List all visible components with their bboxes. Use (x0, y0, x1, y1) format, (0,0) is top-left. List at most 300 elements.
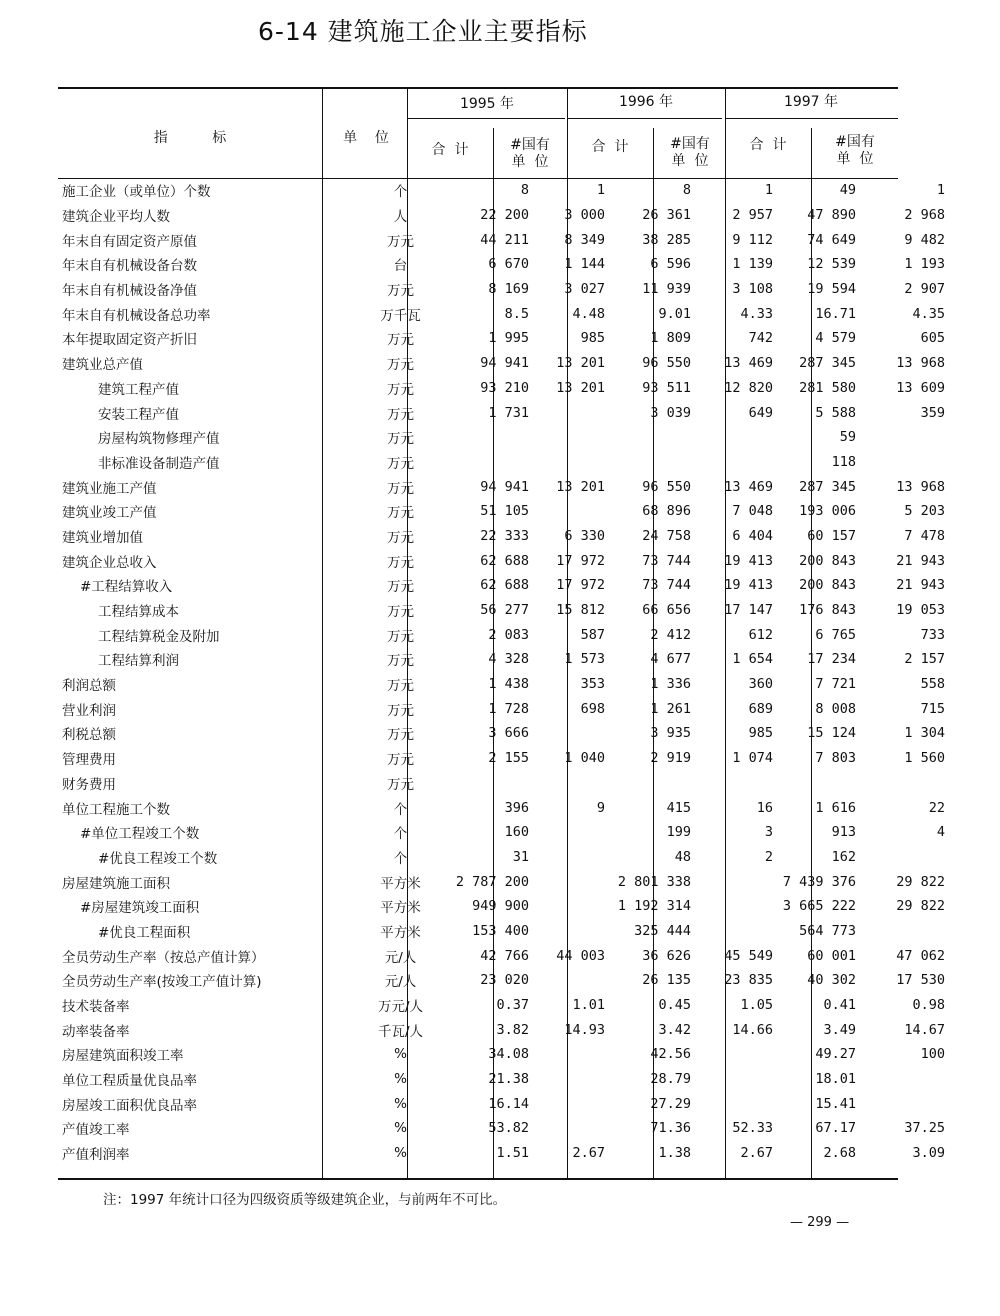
value-cell (697, 450, 779, 475)
value-cell: 3.42 (658, 1021, 691, 1038)
value-cell: 733 (920, 626, 945, 643)
value-cell: 3 666 (488, 725, 529, 742)
footnote: 注：1997 年统计口径为四级资质等级建筑企业，与前两年不可比。 (103, 1192, 507, 1208)
row-unit: 万元 (387, 332, 414, 349)
value-cell: 16.71 (815, 305, 856, 322)
table-row (62, 227, 951, 252)
value-cell: 649 (748, 404, 773, 421)
value-cell: 48 (674, 848, 691, 865)
value-cell: 21.38 (488, 1071, 529, 1088)
row-label: 产值利润率 (62, 1147, 130, 1164)
indicators-table (62, 178, 951, 1166)
value-cell: 1 193 (904, 256, 945, 273)
value-cell: 396 (504, 799, 529, 816)
value-cell: 949 900 (472, 898, 529, 915)
table-row (62, 400, 951, 425)
value-cell: 742 (748, 330, 773, 347)
table-row (62, 820, 951, 845)
value-cell (535, 869, 611, 894)
row-label: 建筑业增加值 (62, 529, 143, 546)
value-cell: 3 108 (732, 281, 773, 298)
value-cell: 3.49 (823, 1021, 856, 1038)
row-label: 建筑企业平均人数 (62, 209, 170, 226)
value-cell: 1 995 (488, 330, 529, 347)
value-cell: 1 144 (564, 256, 605, 273)
value-cell: 1 040 (564, 750, 605, 767)
value-cell: 59 (839, 429, 856, 446)
row-label: 安装工程产值 (98, 406, 179, 423)
value-cell: 36 626 (642, 947, 691, 964)
row-unit: % (394, 1120, 407, 1137)
header-year-1997: 1997 年 (783, 94, 839, 110)
value-cell: 22 (928, 799, 945, 816)
value-cell: 4 (936, 824, 945, 841)
value-cell: 47 062 (896, 947, 945, 964)
value-cell: 73 744 (642, 552, 691, 569)
value-cell (535, 1116, 611, 1141)
value-cell: 9 (596, 799, 605, 816)
value-cell: 2 957 (732, 207, 773, 224)
row-label: 建筑工程产值 (98, 381, 179, 398)
value-cell: 4.33 (740, 305, 773, 322)
value-cell (535, 919, 611, 944)
row-label: 房屋建筑施工面积 (62, 875, 170, 892)
value-cell (535, 845, 611, 870)
value-cell: 73 744 (642, 577, 691, 594)
row-unit: 个 (393, 801, 408, 818)
value-cell: 6 596 (650, 256, 691, 273)
row-label: 产值竣工率 (62, 1122, 130, 1139)
table-row (62, 573, 951, 598)
value-cell: 7 803 (815, 750, 856, 767)
value-cell: 8 169 (488, 281, 529, 298)
value-cell: 13 469 (724, 355, 773, 372)
row-label: 财务费用 (62, 776, 116, 793)
table-row (62, 1141, 951, 1166)
value-cell: 1 728 (488, 700, 529, 717)
value-cell: 2 083 (488, 626, 529, 643)
header-year-1995: 1995 年 (459, 96, 515, 112)
row-unit: 万元 (387, 283, 414, 300)
value-cell: 200 843 (799, 552, 856, 569)
value-cell: 34.08 (488, 1046, 529, 1063)
value-cell: 22 200 (480, 207, 529, 224)
row-label: 单位工程质量优良品率 (62, 1073, 197, 1090)
row-label: 年末自有固定资产原值 (62, 233, 197, 250)
value-cell: 14.66 (732, 1021, 773, 1038)
value-cell (443, 450, 535, 475)
value-cell (697, 894, 779, 919)
value-cell (697, 869, 779, 894)
row-label: 全员劳动生产率(按竣工产值计算) (62, 974, 262, 991)
row-unit: 万千瓦 (380, 307, 421, 324)
row-unit: 万元 (387, 702, 414, 719)
value-cell: 60 001 (807, 947, 856, 964)
row-unit: 万元 (387, 480, 414, 497)
row-label: 房屋建筑面积竣工率 (62, 1048, 184, 1065)
value-cell: 1 809 (650, 330, 691, 347)
row-unit: 万元/人 (377, 999, 424, 1016)
top-rule (58, 87, 898, 89)
value-cell: 2 968 (904, 207, 945, 224)
value-cell: 52.33 (732, 1120, 773, 1137)
value-cell: 8 349 (564, 231, 605, 248)
value-cell (535, 820, 611, 845)
header-state-1997-l1: #国有 (835, 134, 875, 150)
value-cell: 3.82 (496, 1021, 529, 1038)
value-cell: 7 439 376 (782, 873, 856, 890)
value-cell: 22 333 (480, 527, 529, 544)
value-cell: 12 539 (807, 256, 856, 273)
table-row (62, 845, 951, 870)
table-row (62, 178, 951, 203)
value-cell (697, 1067, 779, 1092)
value-cell: 1 731 (488, 404, 529, 421)
value-cell: 153 400 (472, 922, 529, 939)
value-cell: 66 656 (642, 602, 691, 619)
table-body (62, 178, 951, 1166)
value-cell: 558 (920, 676, 945, 693)
value-cell: 689 (748, 700, 773, 717)
value-cell: 16.14 (488, 1095, 529, 1112)
value-cell: 612 (748, 626, 773, 643)
header-total-1995: 合 计 (431, 142, 469, 158)
table-row (62, 919, 951, 944)
value-cell: 13 201 (556, 379, 605, 396)
value-cell: 1 192 314 (617, 898, 691, 915)
value-cell: 2.67 (740, 1145, 773, 1162)
value-cell: 8 (520, 182, 529, 199)
value-cell: 3 (764, 824, 773, 841)
value-cell: 1 438 (488, 676, 529, 693)
value-cell: 162 (831, 848, 856, 865)
value-cell: 3 000 (564, 207, 605, 224)
row-unit: 元/人 (384, 974, 417, 991)
page-number: — 299 — (790, 1215, 850, 1230)
value-cell: 1 336 (650, 676, 691, 693)
value-cell: 21 943 (896, 577, 945, 594)
row-unit: 平方米 (380, 924, 421, 941)
value-cell: 56 277 (480, 602, 529, 619)
value-cell: 19 413 (724, 577, 773, 594)
value-cell: 23 020 (480, 972, 529, 989)
value-cell: 62 688 (480, 577, 529, 594)
value-cell: 5 203 (904, 503, 945, 520)
value-cell: 3 665 222 (782, 898, 856, 915)
value-cell: 44 003 (556, 947, 605, 964)
table-row (62, 277, 951, 302)
row-unit: 万元 (387, 579, 414, 596)
value-cell: 15.41 (815, 1095, 856, 1112)
row-unit: 万元 (387, 381, 414, 398)
row-label: 施工企业（或单位）个数 (62, 184, 211, 201)
table-row (62, 326, 951, 351)
table-row (62, 869, 951, 894)
table-row (62, 647, 951, 672)
value-cell: 15 812 (556, 602, 605, 619)
value-cell (697, 771, 779, 796)
value-cell: 3.09 (912, 1145, 945, 1162)
row-label: 单位工程施工个数 (62, 801, 170, 818)
value-cell: 2 (764, 848, 773, 865)
value-cell: 7 478 (904, 527, 945, 544)
value-cell: 42 766 (480, 947, 529, 964)
value-cell: 17 234 (807, 651, 856, 668)
value-cell (862, 450, 951, 475)
value-cell: 11 939 (642, 281, 691, 298)
value-cell: 0.41 (823, 997, 856, 1014)
value-cell: 325 444 (634, 922, 691, 939)
value-cell: 415 (666, 799, 691, 816)
value-cell (862, 425, 951, 450)
row-label: 全员劳动生产率（按总产值计算） (62, 949, 265, 966)
value-cell: 13 968 (896, 355, 945, 372)
value-cell: 49 (839, 182, 856, 199)
value-cell: 360 (748, 676, 773, 693)
value-cell: 0.45 (658, 997, 691, 1014)
table-row (62, 1042, 951, 1067)
value-cell: 6 765 (815, 626, 856, 643)
row-unit: 万元 (387, 505, 414, 522)
header-state-1995 (495, 137, 565, 171)
value-cell: 1 (764, 182, 773, 199)
value-cell (862, 1091, 951, 1116)
table-row (62, 499, 951, 524)
row-label: 建筑业总产值 (62, 357, 143, 374)
value-cell: 3 935 (650, 725, 691, 742)
row-unit: 平方米 (380, 900, 421, 917)
value-cell: 985 (580, 330, 605, 347)
row-unit: 人 (393, 209, 408, 226)
value-cell: 1.01 (572, 997, 605, 1014)
value-cell: 68 896 (642, 503, 691, 520)
value-cell (862, 919, 951, 944)
row-label: #工程结算收入 (80, 579, 173, 596)
value-cell: 199 (666, 824, 691, 841)
value-cell: 2.67 (572, 1145, 605, 1162)
row-unit: 万元 (387, 455, 414, 472)
table-row (62, 1116, 951, 1141)
value-cell: 28.79 (650, 1071, 691, 1088)
value-cell: 1 573 (564, 651, 605, 668)
value-cell: 4 579 (815, 330, 856, 347)
row-label: 房屋竣工面积优良品率 (62, 1097, 197, 1114)
row-unit: 万元 (387, 406, 414, 423)
table-row (62, 474, 951, 499)
value-cell: 2 801 338 (617, 873, 691, 890)
value-cell: 17 530 (896, 972, 945, 989)
value-cell: 2 155 (488, 750, 529, 767)
value-cell: 37.25 (904, 1120, 945, 1137)
header-state-1995-l1: #国有 (510, 137, 550, 153)
value-cell: 9 112 (732, 231, 773, 248)
value-cell (697, 1091, 779, 1116)
value-cell (535, 499, 611, 524)
table-row (62, 203, 951, 228)
value-cell (697, 919, 779, 944)
row-unit: 个 (393, 850, 408, 867)
value-cell (535, 721, 611, 746)
row-label: 年末自有机械设备净值 (62, 283, 197, 300)
header-total-1996: 合 计 (591, 139, 629, 155)
value-cell (862, 771, 951, 796)
value-cell: 2 157 (904, 651, 945, 668)
value-cell: 24 758 (642, 527, 691, 544)
value-cell (611, 425, 697, 450)
value-cell: 0.98 (912, 997, 945, 1014)
header-state-1997 (813, 134, 897, 168)
row-label: 年末自有机械设备总功率 (62, 307, 211, 324)
row-label: 工程结算税金及附加 (98, 628, 220, 645)
row-label: 工程结算成本 (98, 604, 179, 621)
value-cell: 42.56 (650, 1046, 691, 1063)
table-row (62, 622, 951, 647)
table-row (62, 672, 951, 697)
value-cell: 27.29 (650, 1095, 691, 1112)
table-row (62, 548, 951, 573)
value-cell: 6 404 (732, 527, 773, 544)
header-state-1996-l1: #国有 (670, 136, 710, 152)
value-cell: 96 550 (642, 355, 691, 372)
value-cell: 605 (920, 330, 945, 347)
value-cell (535, 400, 611, 425)
value-cell (535, 1042, 611, 1067)
row-unit: 万元 (387, 431, 414, 448)
value-cell: 3 027 (564, 281, 605, 298)
value-cell: 1 139 (732, 256, 773, 273)
value-cell: 40 302 (807, 972, 856, 989)
value-cell: 93 210 (480, 379, 529, 396)
header-state-1996 (655, 136, 725, 170)
table-row (62, 425, 951, 450)
value-cell: 94 941 (480, 478, 529, 495)
row-label: 建筑业竣工产值 (62, 505, 157, 522)
value-cell: 17 972 (556, 577, 605, 594)
row-label: 建筑企业总收入 (62, 554, 157, 571)
value-cell: 0.37 (496, 997, 529, 1014)
row-label: 动率装备率 (62, 1023, 130, 1040)
value-cell: 1 654 (732, 651, 773, 668)
row-label: #优良工程竣工个数 (98, 850, 218, 867)
value-cell: 23 835 (724, 972, 773, 989)
table-row (62, 746, 951, 771)
value-cell: 6 330 (564, 527, 605, 544)
value-cell: 19 594 (807, 281, 856, 298)
value-cell: 2 919 (650, 750, 691, 767)
row-unit: 万元 (387, 678, 414, 695)
value-cell: 47 890 (807, 207, 856, 224)
value-cell (611, 450, 697, 475)
value-cell: 1 074 (732, 750, 773, 767)
value-cell (697, 1042, 779, 1067)
value-cell: 1 (596, 182, 605, 199)
value-cell: 31 (512, 848, 529, 865)
row-label: 建筑业施工产值 (62, 480, 157, 497)
value-cell: 359 (920, 404, 945, 421)
table-row (62, 598, 951, 623)
value-cell: 19 053 (896, 602, 945, 619)
value-cell: 14.93 (564, 1021, 605, 1038)
value-cell: 17 147 (724, 602, 773, 619)
value-cell: 7 048 (732, 503, 773, 520)
table-row (62, 943, 951, 968)
value-cell: 19 413 (724, 552, 773, 569)
value-cell: 1.05 (740, 997, 773, 1014)
sub-rule-1997 (725, 118, 898, 119)
value-cell: 13 968 (896, 478, 945, 495)
value-cell: 13 201 (556, 355, 605, 372)
table-row (62, 894, 951, 919)
row-unit: 千瓦/人 (377, 1023, 424, 1040)
row-unit: 台 (393, 258, 408, 275)
value-cell (535, 425, 611, 450)
value-cell: 9 482 (904, 231, 945, 248)
row-label: 管理费用 (62, 752, 116, 769)
value-cell: 1 560 (904, 750, 945, 767)
row-label: #优良工程面积 (98, 924, 191, 941)
value-cell: 4.35 (912, 305, 945, 322)
value-cell: 1 (936, 182, 945, 199)
value-cell: 12 820 (724, 379, 773, 396)
value-cell (535, 1067, 611, 1092)
value-cell (611, 771, 697, 796)
row-unit: 万元 (387, 529, 414, 546)
table-row (62, 696, 951, 721)
value-cell: 7 721 (815, 676, 856, 693)
value-cell: 698 (580, 700, 605, 717)
table-row (62, 524, 951, 549)
value-cell: 60 157 (807, 527, 856, 544)
value-cell: 5 588 (815, 404, 856, 421)
value-cell: 74 649 (807, 231, 856, 248)
table-row (62, 450, 951, 475)
header-state-1996-l2: 单 位 (671, 153, 709, 169)
table-row (62, 376, 951, 401)
row-label: 本年提取固定资产折旧 (62, 332, 197, 349)
row-unit: 万元 (387, 554, 414, 571)
row-label: #房屋建筑竣工面积 (80, 900, 200, 917)
value-cell: 913 (831, 824, 856, 841)
value-cell: 8 008 (815, 700, 856, 717)
row-unit: % (394, 1046, 407, 1063)
table-row (62, 301, 951, 326)
value-cell: 29 822 (896, 873, 945, 890)
row-unit: 万元 (387, 604, 414, 621)
value-cell: 715 (920, 700, 945, 717)
value-cell: 94 941 (480, 355, 529, 372)
row-unit: 万元 (387, 727, 414, 744)
value-cell: 14.67 (904, 1021, 945, 1038)
value-cell: 45 549 (724, 947, 773, 964)
value-cell: 9.01 (658, 305, 691, 322)
value-cell: 6 670 (488, 256, 529, 273)
row-unit: % (394, 1071, 407, 1088)
value-cell: 2 412 (650, 626, 691, 643)
row-label: #单位工程竣工个数 (80, 826, 200, 843)
value-cell: 1 616 (815, 799, 856, 816)
value-cell: 93 511 (642, 379, 691, 396)
value-cell (535, 771, 611, 796)
value-cell: 281 580 (799, 379, 856, 396)
value-cell: 13 201 (556, 478, 605, 495)
table-row (62, 351, 951, 376)
row-label: 房屋构筑物修理产值 (98, 431, 220, 448)
value-cell (535, 1091, 611, 1116)
row-unit: 个 (393, 184, 408, 201)
value-cell: 2.68 (823, 1145, 856, 1162)
sub-rule-1995 (407, 118, 565, 119)
value-cell: 15 124 (807, 725, 856, 742)
